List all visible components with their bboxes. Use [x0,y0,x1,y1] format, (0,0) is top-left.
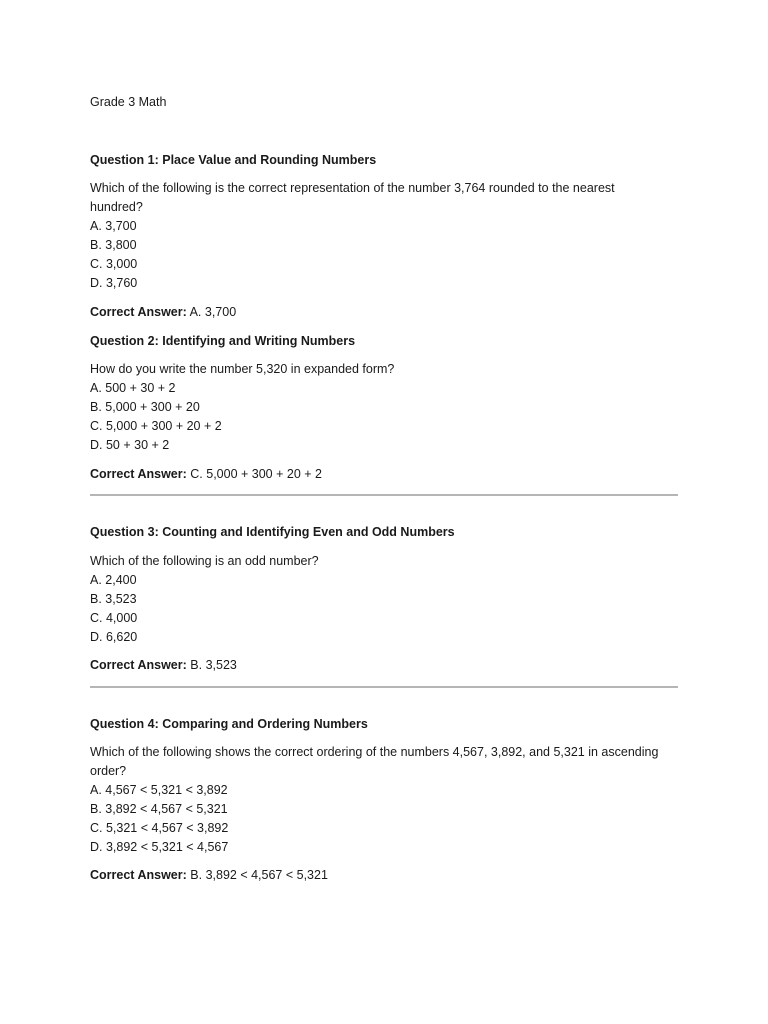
option-d: D. 3,760 [90,276,138,290]
question-2-body [90,360,680,455]
question-4-body [90,743,680,857]
horizontal-rule [90,494,678,496]
option-a: A. 4,567 < 5,321 < 3,892 [90,783,228,797]
option-d: D. 50 + 30 + 2 [90,438,170,452]
answer-value: C. 5,000 + 300 + 20 + 2 [190,467,322,481]
question-4-answer [90,866,680,885]
answer-label: Correct Answer: [90,868,187,882]
question-3 [90,523,680,542]
question-3-answer [90,656,680,675]
answer-label: Correct Answer: [90,467,187,481]
option-a: A. 2,400 [90,573,137,587]
question-heading: Question 3: Counting and Identifying Even and Odd Numbers [90,525,455,539]
question-heading: Question 4: Comparing and Ordering Numbers [90,717,368,731]
option-c: C. 3,000 [90,257,138,271]
question-1-body [90,179,680,293]
question-2-answer [90,465,680,484]
question-prompt: Which of the following is the correct representation of the number 3,764 rounded to the nearest hundred? [90,181,615,214]
question-prompt: Which of the following is an odd number? [90,554,319,568]
option-d: D. 3,892 < 5,321 < 4,567 [90,840,229,854]
divider-2 [90,686,680,688]
document-title: Grade 3 Math [90,95,167,109]
option-b: B. 3,523 [90,592,137,606]
option-c: C. 4,000 [90,611,138,625]
answer-label: Correct Answer: [90,305,187,319]
option-c: C. 5,321 < 4,567 < 3,892 [90,821,229,835]
question-1 [90,151,680,170]
divider-1 [90,494,680,496]
question-heading: Question 1: Place Value and Rounding Numbers [90,153,377,167]
option-b: B. 3,800 [90,238,137,252]
option-a: A. 500 + 30 + 2 [90,381,176,395]
answer-value: A. 3,700 [189,305,237,319]
option-d: D. 6,620 [90,630,138,644]
question-heading: Question 2: Identifying and Writing Numbers [90,334,356,348]
option-b: B. 5,000 + 300 + 20 [90,400,200,414]
question-prompt: Which of the following shows the correct ordering of the numbers 4,567, 3,892, and 5,321 in ascending order? [90,745,659,778]
question-1-answer [90,303,680,322]
question-4 [90,715,680,734]
option-a: A. 3,700 [90,219,137,233]
answer-value: B. 3,523 [190,658,237,672]
question-3-body [90,552,680,647]
option-b: B. 3,892 < 4,567 < 5,321 [90,802,228,816]
answer-value: B. 3,892 < 4,567 < 5,321 [190,868,328,882]
answer-label: Correct Answer: [90,658,187,672]
question-prompt: How do you write the number 5,320 in expanded form? [90,362,395,376]
horizontal-rule [90,686,678,688]
question-2 [90,332,680,351]
option-c: C. 5,000 + 300 + 20 + 2 [90,419,222,433]
